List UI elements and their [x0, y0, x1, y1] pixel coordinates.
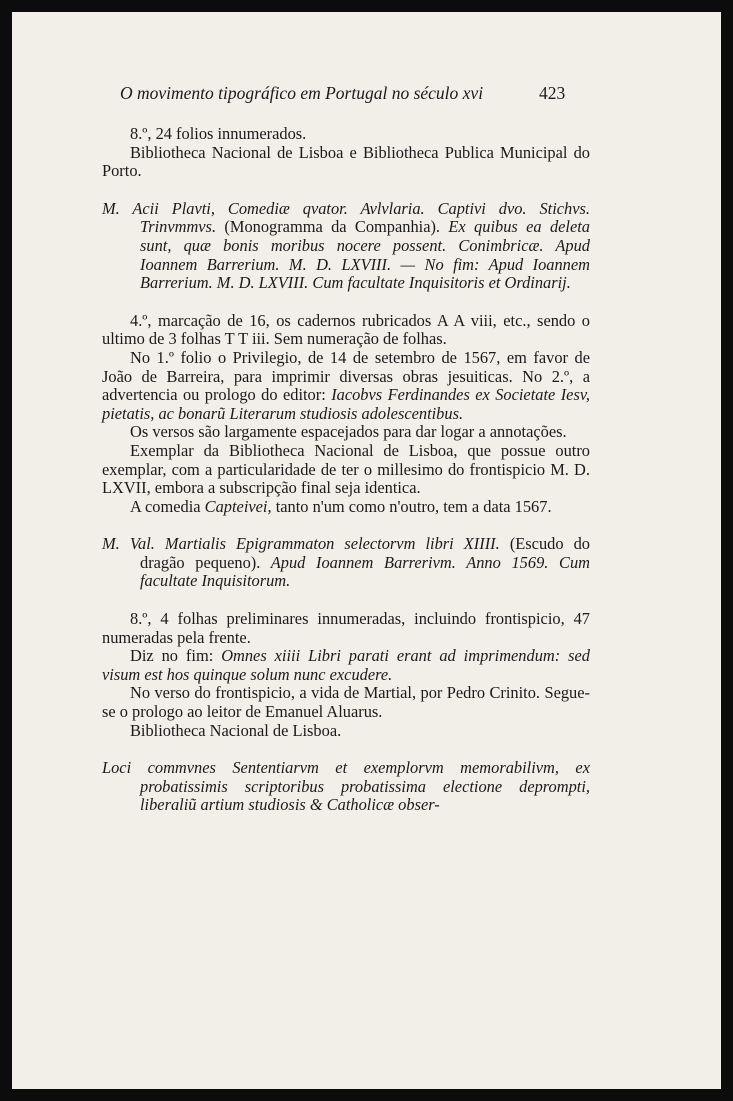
entry2-format: 4.º, marcação de 16, os cadernos rubricados A A viii, etc., sendo o ultimo de 3 folhas T T iii. Sem numeração de folhas.	[102, 310, 590, 349]
entry2-privilege-text: No 1.º folio o Privilegio, de 14 de setembro de 1567, em favor de João de Barreira, para imprimir diversas obras jesuiticas. No 2.º, a advertencia ou prologo do editor:	[102, 347, 590, 405]
entry3-format: 8.º, 4 folhas preliminares innumeradas, incluindo frontispicio, 47 numeradas pela frente.	[102, 609, 590, 647]
entry2-title	[102, 200, 590, 293]
entry1-location: Bibliotheca Nacional de Lisboa e Bibliotheca Publica Municipal do Porto.	[102, 142, 590, 181]
entry4-title: Loci commvnes Sententiarvm et exemplorvm memorabilivm, ex probatissimis scriptoribus probatissima electione deprompti, liberaliũ artium studiosis & Catholicæ obser-	[102, 758, 590, 815]
entry3-colophon-a: Diz no fim:	[130, 646, 214, 666]
entry2-title-rest: Ex quibus ea deleta sunt, quæ bonis moribus nocere possent. Conimbricæ. Apud Ioannem Barrerium. M. D. LXVIII. — No fim: Apud Ioannem Barrerium. M. D. LXVIII. Cum facultate Inquisitoris et Ordinarij.	[140, 217, 590, 293]
running-title: O movimento tipográfico em Portugal no século xvi	[120, 83, 484, 103]
entry2-prologue-title: Iacobvs Ferdinandes ex Societate Iesv, pietatis, ac bonarũ Literarum studiosis adolescentibus.	[102, 385, 590, 423]
entry3-title-rest: Apud Ioannem Barrerivm. Anno 1569. Cum facultate Inquisitorum.	[140, 552, 590, 591]
entry3-location: Bibliotheca Nacional de Lisboa.	[130, 720, 342, 740]
entry3-title-main: M. Val. Martialis Epigrammaton selectorvm libri XIIII.	[102, 534, 500, 554]
entry1-format: 8.º, 24 folios innumerados.	[130, 124, 307, 143]
entry3-colophon	[102, 647, 590, 684]
entry2-comedy-a: A comedia	[130, 496, 201, 516]
entry3-title	[102, 535, 590, 591]
entry2-privilege	[102, 349, 590, 423]
page-header	[12, 81, 721, 111]
entry3-title-note: (Escudo do dragão pequeno).	[140, 534, 590, 572]
page-content	[102, 125, 590, 815]
entry2-verses: Os versos são largamente espacejados para dar logar a annotações.	[130, 422, 567, 442]
entry2-title-main: M. Acii Plavti, Comediæ qvator. Avlvlaria. Captivi dvo. Stichvs. Trinvmmvs.	[102, 198, 590, 237]
entry2-comedy-title: Capteivei,	[204, 496, 272, 516]
page-number: 423	[539, 83, 566, 103]
entry2-title-note: (Monogramma da Companhia).	[224, 217, 441, 237]
book-page	[12, 12, 721, 1089]
entry2-copy: Exemplar da Bibliotheca Nacional de Lisboa, que possue outro exemplar, com a particularidade de ter o millesimo do frontispicio M. D. LXVII, embora a subscripção final seja identica.	[102, 440, 590, 498]
entry2-comedy-c: tanto n'um como n'outro, tem a data 1567.	[275, 496, 552, 516]
entry3-verso: No verso do frontispicio, a vida de Martial, por Pedro Crinito. Segue-se o prologo ao leitor de Emanuel Aluarus.	[102, 683, 590, 722]
entry2-comedy	[102, 498, 590, 517]
entry3-colophon-quote: Omnes xiiii Libri parati erant ad imprimendum: sed visum est hos quinque solum nunc excudere.	[102, 646, 590, 684]
